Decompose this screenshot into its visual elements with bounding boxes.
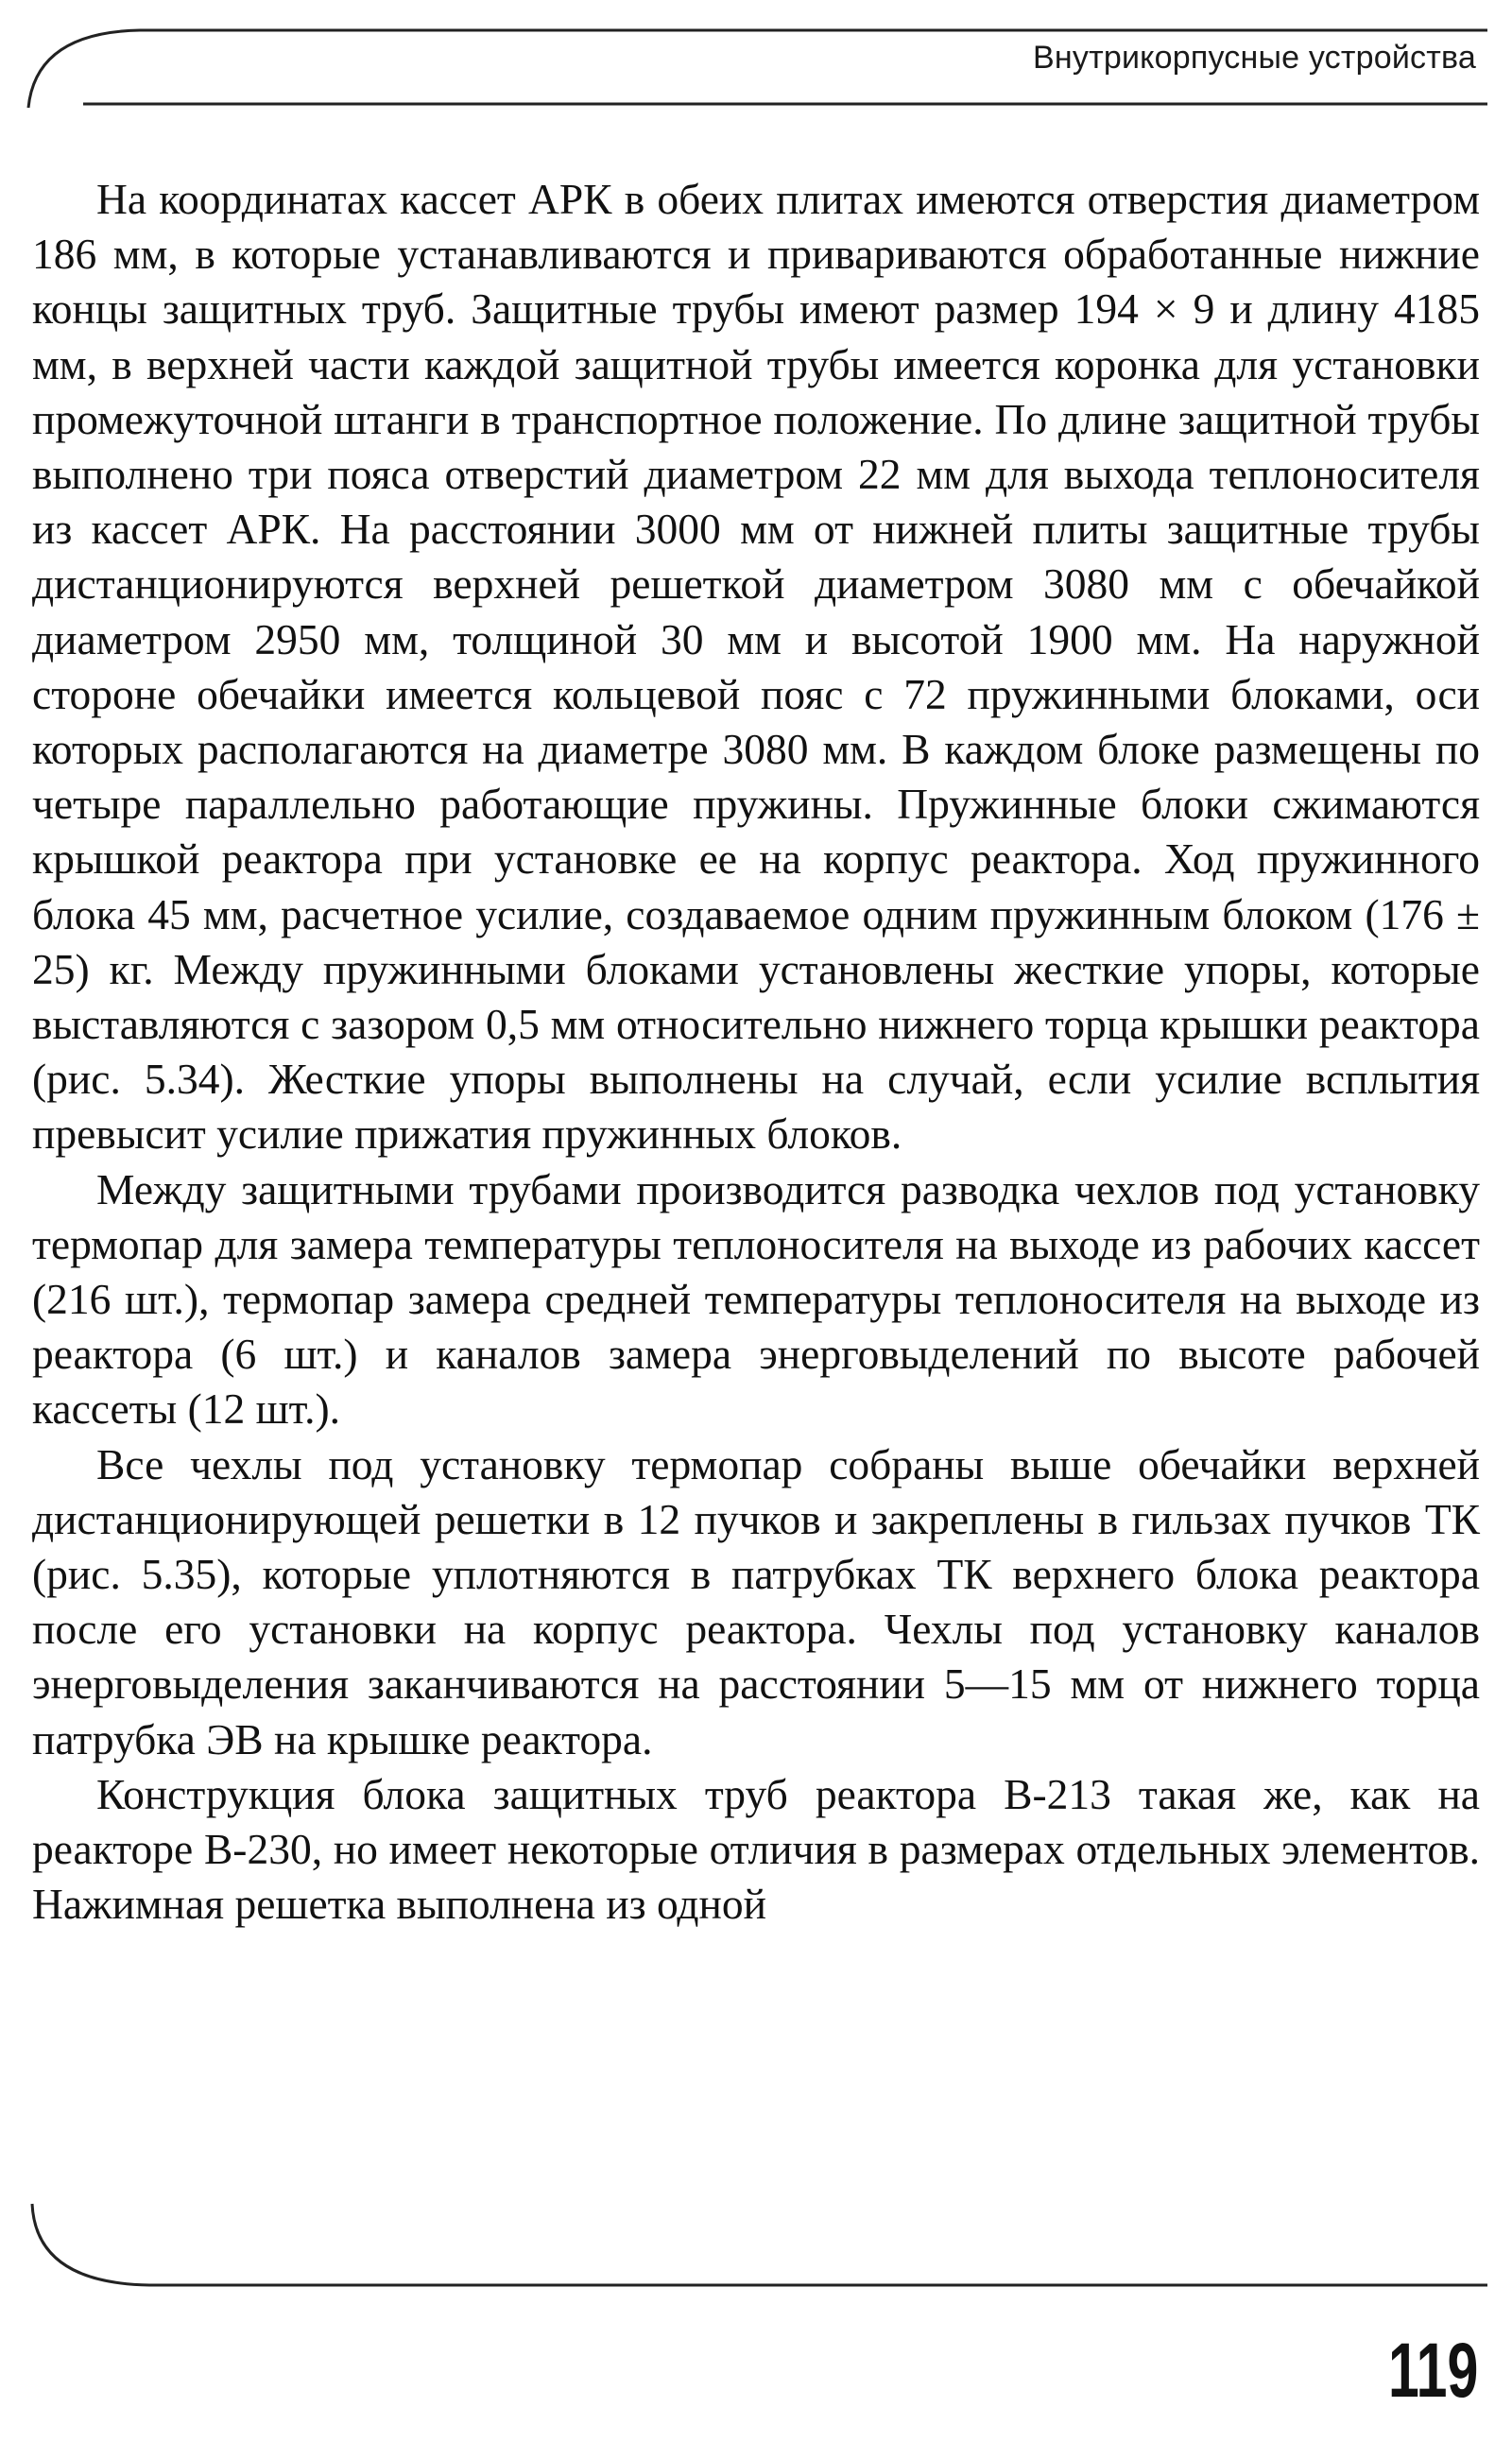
paragraph-1: На координатах кассет АРК в обеих плитах имеются отверстия диаметром 186 мм, в которые устанавливаются и привариваются обработанные нижние концы защитных труб. Защитные трубы имеют размер 194 × 9 и длину 4185 мм, в верхней части каждой защитной трубы имеется коронка для установки промежуточной штанги в транспортное положение. По длине защитной трубы выполнено три пояса отверстий диаметром 22 мм для выхода теплоносителя из кассет АРК. На расстоянии 3000 мм от нижней плиты защитные трубы дистанционируются верхней решеткой диаметром 3080 мм с обечайкой диаметром 2950 мм, толщиной 30 мм и высотой 1900 мм. На наружной стороне обечайки имеется кольцевой пояс с 72 пружинными блоками, оси которых располагаются на диаметре 3080 мм. В каждом блоке размещены по четыре параллельно работающие пружины. Пружинные блоки сжимаются крышкой реактора при установке ее на корпус реактора. Ход пружинного блока 45 мм, расчетное усилие, создаваемое одним пружинным блоком (176 ± 25) кг. Между пружинными блоками установлены жесткие упоры, которые выставляются с зазором 0,5 мм относительно нижнего торца крышки реактора (рис. 5.34). Жесткие упоры выполнены на случай, если усилие всплытия превысит усилие прижатия пружинных блоков. (32, 175, 1480, 1159)
running-title: Внутрикорпусные устройства (1033, 40, 1476, 76)
paragraph-2: Между защитными трубами производится разводка чехлов под установку термопар для замера температуры теплоносителя на выходе из рабочих кассет (216 шт.), термопар замера средней температуры теплоносителя на выходе из реактора (6 шт.) и каналов замера энерговыделений по высоте рабочей кассеты (12 шт.). (32, 1164, 1480, 1434)
page-number: 119 (1387, 2328, 1478, 2414)
paragraph-4: Конструкция блока защитных труб реактора В-213 такая же, как на реакторе В-230, но имеет некоторые отличия в размерах отдельных элементов. Нажимная решетка выполнена из одной (32, 1769, 1480, 1929)
footer-frame (26, 2202, 1489, 2296)
paragraph-3: Все чехлы под установку термопар собраны выше обечайки верхней дистанционирующей решетки в 12 пучков и закреплены в гильзах пучков ТК (рис. 5.35), которые уплотняются в патрубках ТК верхнего блока реактора после его установки на корпус реактора. Чехлы под установку каналов энерговыделения заканчиваются на расстоянии 5—15 мм от нижнего торца патрубка ЭВ на крышке реактора. (32, 1439, 1480, 1763)
page-body (32, 172, 1480, 1933)
